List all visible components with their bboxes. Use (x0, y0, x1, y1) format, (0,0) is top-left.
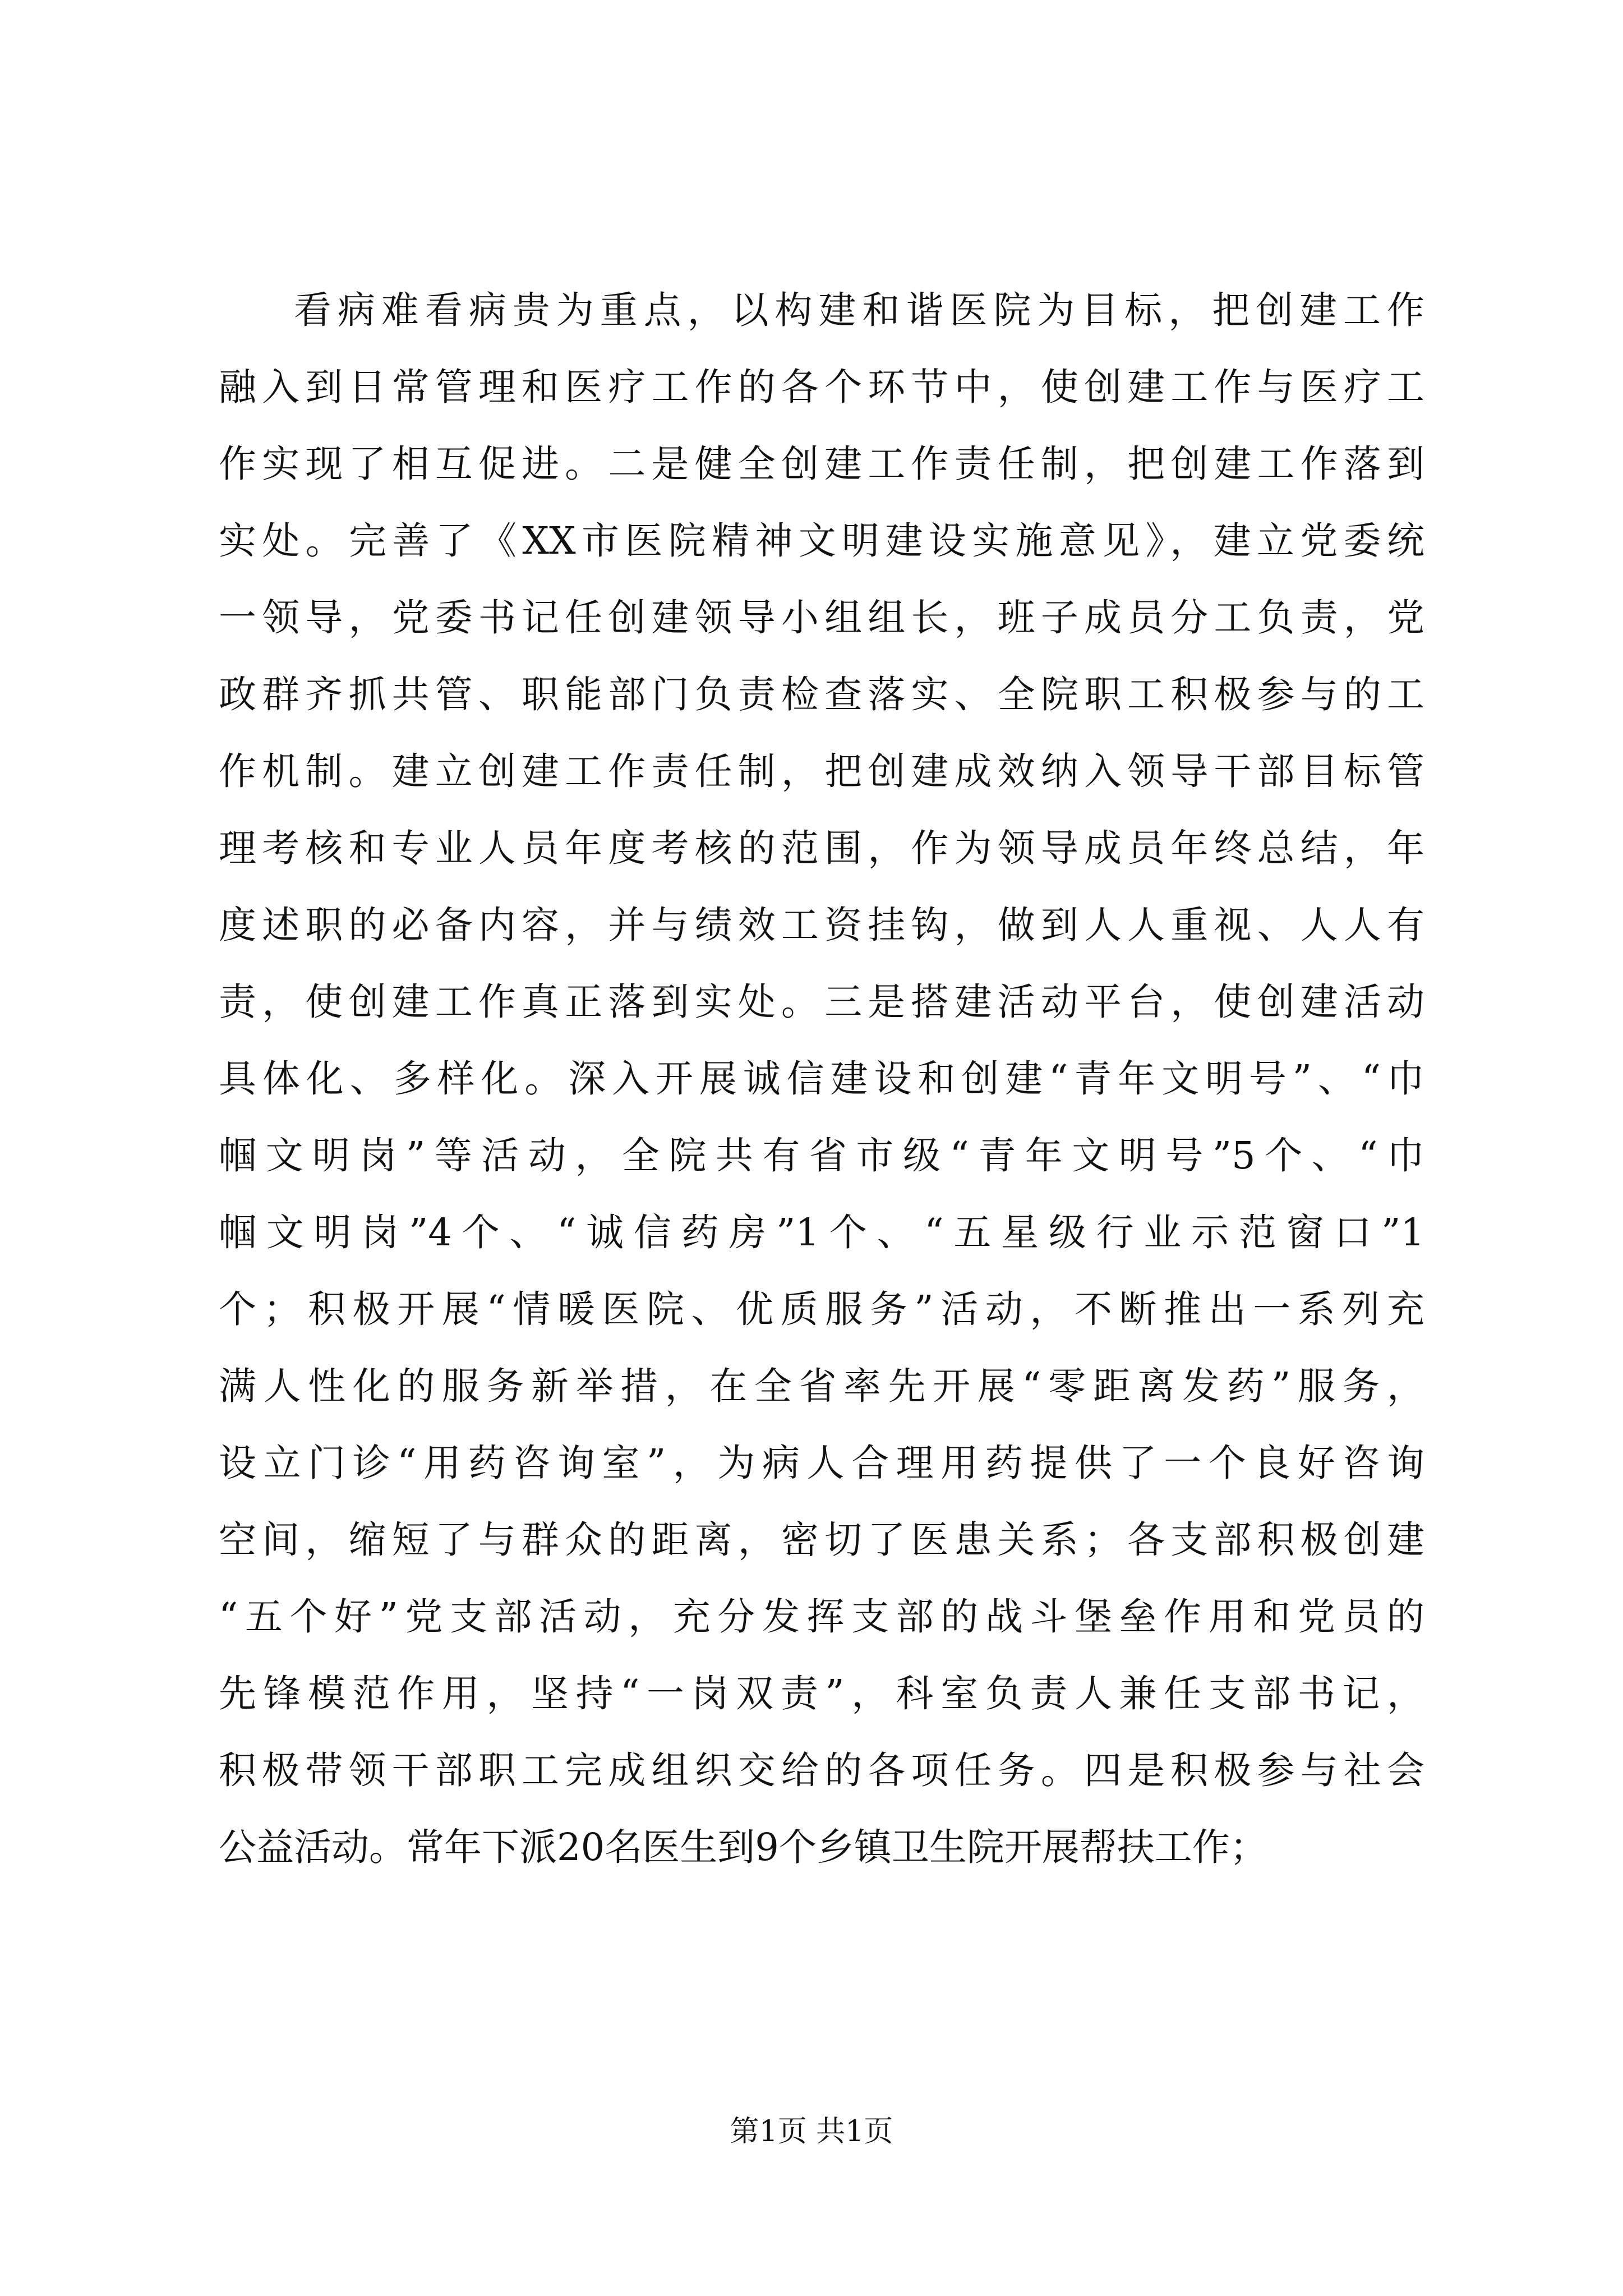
paragraph-line: 空间，缩短了与群众的距离，密切了医患关系；各支部积极创建 (219, 1518, 1424, 1562)
paragraph-line: 作实现了相互促进。二是健全创建工作责任制，把创建工作落到 (219, 442, 1424, 486)
paragraph-line: 积极带领干部职工完成组织交给的各项任务。四是积极参与社会 (219, 1749, 1424, 1792)
paragraph-line: 责，使创建工作真正落到实处。三是搭建活动平台，使创建活动 (219, 980, 1424, 1024)
paragraph-line: 先锋模范作用，坚持“一岗双责”，科室负责人兼任支部书记， (219, 1672, 1424, 1715)
paragraph-line: 一领导，党委书记任创建领导小组组长，班子成员分工负责，党 (219, 596, 1424, 639)
page-number-footer: 第1页 共1页 (730, 2115, 893, 2148)
paragraph-line: 帼文明岗”4个、“诚信药房”1个、“五星级行业示范窗口”1 (219, 1211, 1424, 1254)
paragraph-line: 满人性化的服务新举措，在全省率先开展“零距离发药”服务， (219, 1364, 1424, 1408)
paragraph-line: “五个好”党支部活动，充分发挥支部的战斗堡垒作用和党员的 (219, 1595, 1424, 1639)
paragraph-line: 度述职的必备内容，并与绩效工资挂钩，做到人人重视、人人有 (219, 903, 1424, 947)
paragraph-line: 公益活动。常年下派20名医生到9个乡镇卫生院开展帮扶工作； (219, 1825, 1267, 1869)
paragraph-line: 融入到日常管理和医疗工作的各个环节中，使创建工作与医疗工 (219, 365, 1424, 409)
paragraph-line: 作机制。建立创建工作责任制，把创建成效纳入领导干部目标管 (219, 749, 1424, 793)
paragraph-line: 个；积极开展“情暖医院、优质服务”活动，不断推出一系列充 (219, 1287, 1424, 1331)
paragraph-line: 具体化、多样化。深入开展诚信建设和创建“青年文明号”、“巾 (219, 1057, 1424, 1101)
paragraph-line: 帼文明岗”等活动，全院共有省市级“青年文明号”5个、“巾 (219, 1134, 1424, 1177)
paragraph-line: 设立门诊“用药咨询室”，为病人合理用药提供了一个良好咨询 (219, 1441, 1424, 1485)
paragraph-line: 实处。完善了《XX市医院精神文明建设实施意见》，建立党委统 (219, 519, 1424, 563)
paragraph-line: 理考核和专业人员年度考核的范围，作为领导成员年终总结，年 (219, 826, 1424, 870)
body-paragraph (219, 272, 1424, 1886)
paragraph-line: 看病难看病贵为重点，以构建和谐医院为目标，把创建工作 (294, 288, 1424, 332)
paragraph-line: 政群齐抓共管、职能部门负责检查落实、全院职工积极参与的工 (219, 673, 1424, 716)
